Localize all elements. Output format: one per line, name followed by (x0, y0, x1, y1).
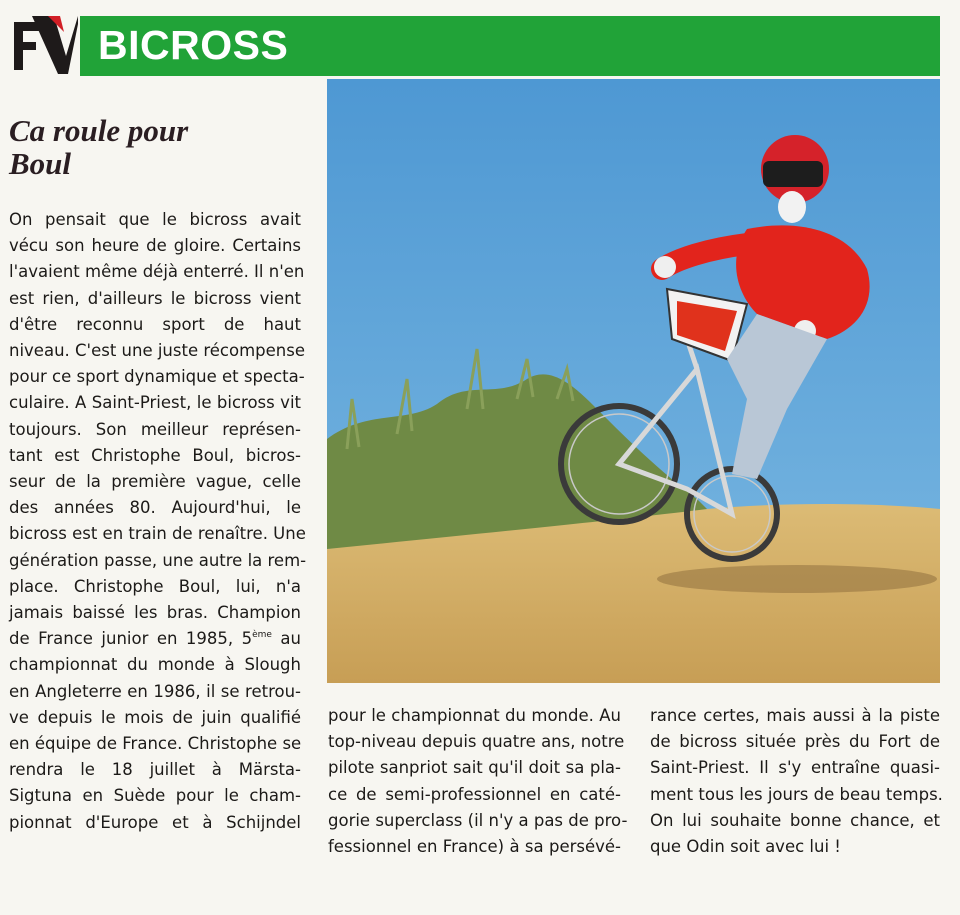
text-line: en équipe de France. Christophe se (9, 734, 302, 754)
text-line: ment tous les jours de beau temps. (650, 784, 943, 804)
text-line: top-niveau depuis quatre ans, notre (328, 732, 625, 752)
article-column-1 (9, 207, 307, 836)
text-line: Sigtuna en Suède pour le cham- (9, 786, 301, 806)
bmx-rider-photo (327, 79, 940, 683)
ordinal-superscript: ème (252, 630, 272, 641)
text-line: d'être reconnu sport de haut (9, 314, 301, 334)
text-line: On lui souhaite bonne chance, et (650, 810, 940, 830)
text-line: place. Christophe Boul, lui, n'a (9, 576, 301, 596)
article-headline (9, 114, 309, 180)
text-line: que Odin soit avec lui ! (650, 837, 841, 857)
text-line: pionnat d'Europe et à Schijndel (9, 812, 301, 832)
text-line-with-superscript (9, 626, 301, 652)
headline-line-2: Boul (9, 146, 72, 181)
text-line: rance certes, mais aussi à la piste (650, 706, 940, 725)
text-line: de bicross située près du Fort de (650, 732, 940, 752)
text-line: On pensait que le bicross avait (9, 210, 301, 229)
text-line: pilote sanpriot sait qu'il doit sa pla- (328, 758, 621, 778)
text-line: niveau. C'est une juste récompense (9, 341, 305, 361)
text-line: culaire. A Saint-Priest, le bicross vit (9, 393, 301, 413)
text-line: tant est Christophe Boul, bicros- (9, 445, 301, 465)
text-line: jamais baissé les bras. Champion (9, 603, 301, 623)
text-line: pour ce sport dynamique et specta- (9, 367, 305, 387)
text-line: des années 80. Aujourd'hui, le (9, 498, 301, 518)
article-column-2 (328, 703, 628, 860)
text-line: en Angleterre en 1986, il se retrou- (9, 681, 301, 701)
text-line: rendra le 18 juillet à Märsta- (9, 760, 301, 780)
section-title: BICROSS (98, 22, 289, 68)
text-line: pour le championnat du monde. Au (328, 706, 621, 725)
text-line: est rien, d'ailleurs le bicross vient (9, 288, 301, 308)
text-line: génération passe, une autre la rem- (9, 550, 307, 570)
text-line: ce de semi-professionnel en caté- (328, 784, 621, 804)
text-line: bicross est en train de renaître. Une (9, 524, 306, 544)
text-line: gorie superclass (il n'y a pas de pro- (328, 810, 628, 830)
text-line: fessionnel en France) à sa persévé- (328, 837, 621, 857)
fv-logo (14, 16, 78, 76)
text-line: vécu son heure de gloire. Certains (9, 236, 301, 256)
text-line: l'avaient même déjà enterré. Il n'en (9, 262, 305, 282)
text-fragment: de France junior en 1985, 5 (9, 629, 253, 649)
text-line: toujours. Son meilleur représen- (9, 419, 301, 439)
text-line: Saint-Priest. Il s'y entraîne quasi- (650, 758, 940, 778)
text-line: ve depuis le mois de juin qualifié (9, 707, 301, 727)
text-fragment: au (271, 629, 301, 649)
section-banner (80, 16, 940, 76)
text-line: seur de la première vague, celle (9, 472, 301, 492)
headline-line-1: Ca roule pour (9, 113, 189, 148)
article-column-3 (650, 703, 943, 860)
text-line: championnat du monde à Slough (9, 655, 301, 675)
